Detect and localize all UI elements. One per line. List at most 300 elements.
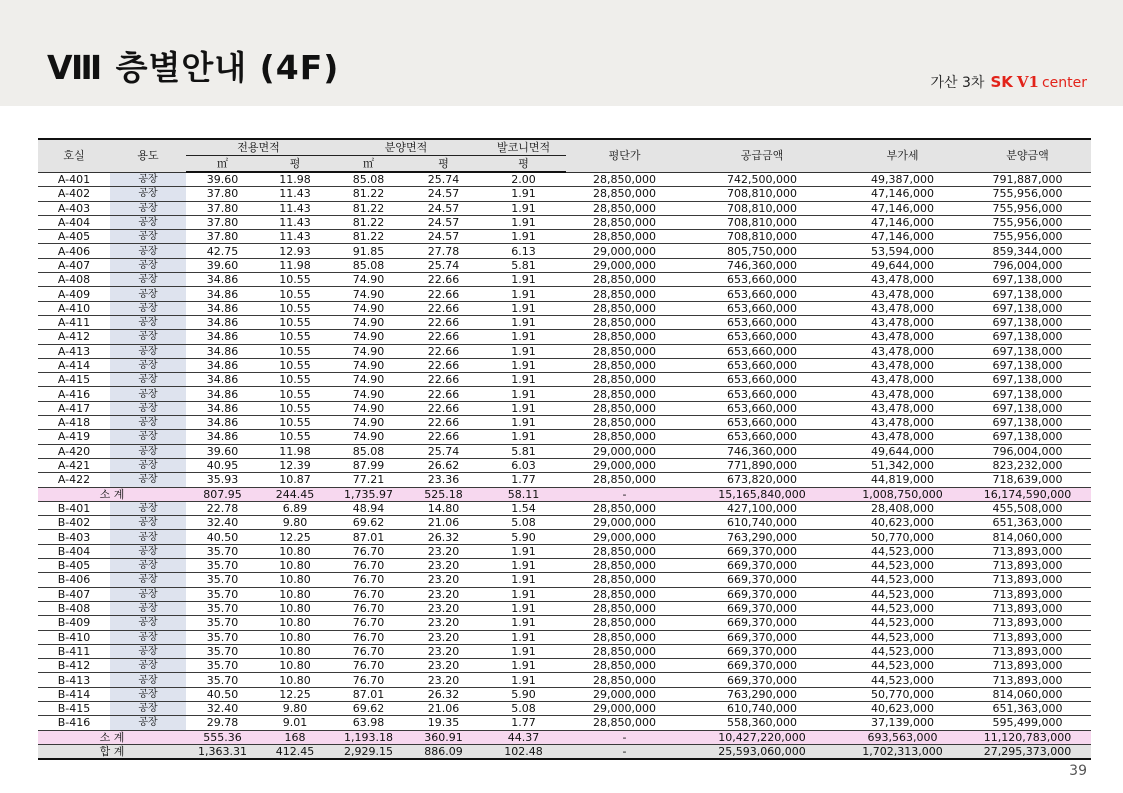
supply-price: 669,370,000	[683, 587, 841, 601]
table-row	[38, 458, 1091, 472]
exclusive-m2: 34.86	[186, 401, 259, 415]
balcony-pyeong: 1.91	[481, 344, 566, 358]
unit-number: A-417	[38, 401, 110, 415]
subtotal-row	[38, 730, 1091, 744]
balcony-pyeong: 1.91	[481, 601, 566, 615]
sale-price: 11,120,783,000	[964, 730, 1091, 744]
unit-use: 공장	[110, 473, 186, 487]
vat: 44,523,000	[841, 659, 964, 673]
unit-use: 공장	[110, 215, 186, 229]
exclusive-m2: 32.40	[186, 701, 259, 715]
unit-use: 공장	[110, 687, 186, 701]
balcony-pyeong: 5.08	[481, 701, 566, 715]
sale-price: 697,138,000	[964, 430, 1091, 444]
unit-use: 공장	[110, 630, 186, 644]
vat: 43,478,000	[841, 344, 964, 358]
exclusive-pyeong: 10.55	[259, 430, 331, 444]
balcony-pyeong: 1.91	[481, 387, 566, 401]
exclusive-m2: 37.80	[186, 187, 259, 201]
table-row	[38, 530, 1091, 544]
sale-pyeong: 21.06	[406, 516, 481, 530]
sale-price: 697,138,000	[964, 273, 1091, 287]
sale-price: 755,956,000	[964, 201, 1091, 215]
exclusive-pyeong: 11.43	[259, 187, 331, 201]
exclusive-pyeong: 10.80	[259, 644, 331, 658]
table-row	[38, 687, 1091, 701]
exclusive-m2: 34.86	[186, 358, 259, 372]
unit-number: B-416	[38, 716, 110, 730]
header-use: 용도	[110, 139, 186, 172]
price-per-pyeong: 29,000,000	[566, 687, 683, 701]
brand-sk: SK	[990, 73, 1013, 91]
exclusive-m2: 29.78	[186, 716, 259, 730]
unit-use: 공장	[110, 401, 186, 415]
table-row	[38, 701, 1091, 715]
sale-pyeong: 23.20	[406, 659, 481, 673]
sale-price: 755,956,000	[964, 215, 1091, 229]
sale-m2: 81.22	[331, 230, 406, 244]
vat: 44,523,000	[841, 559, 964, 573]
unit-number: A-408	[38, 273, 110, 287]
unit-number: B-403	[38, 530, 110, 544]
unit-number: B-402	[38, 516, 110, 530]
unit-use: 공장	[110, 516, 186, 530]
exclusive-m2: 37.80	[186, 201, 259, 215]
exclusive-pyeong: 168	[259, 730, 331, 744]
exclusive-m2: 39.60	[186, 444, 259, 458]
supply-price: 771,890,000	[683, 458, 841, 472]
vat: 49,644,000	[841, 258, 964, 272]
unit-number: A-413	[38, 344, 110, 358]
table-row	[38, 287, 1091, 301]
page-number: 39	[1069, 763, 1087, 779]
supply-price: 708,810,000	[683, 230, 841, 244]
total-label: 합 계	[38, 744, 186, 759]
vat: 43,478,000	[841, 416, 964, 430]
price-per-pyeong: 28,850,000	[566, 601, 683, 615]
supply-price: 653,660,000	[683, 315, 841, 329]
balcony-pyeong: 1.91	[481, 201, 566, 215]
vat: 44,523,000	[841, 544, 964, 558]
unit-use: 공장	[110, 330, 186, 344]
unit-use: 공장	[110, 530, 186, 544]
sale-m2: 91.85	[331, 244, 406, 258]
sale-m2: 74.90	[331, 401, 406, 415]
vat: 53,594,000	[841, 244, 964, 258]
price-per-pyeong: 28,850,000	[566, 201, 683, 215]
sale-pyeong: 21.06	[406, 701, 481, 715]
sale-m2: 74.90	[331, 373, 406, 387]
sale-price: 697,138,000	[964, 344, 1091, 358]
sale-pyeong: 22.66	[406, 287, 481, 301]
supply-price: 653,660,000	[683, 430, 841, 444]
sale-price: 713,893,000	[964, 559, 1091, 573]
exclusive-m2: 1,363.31	[186, 744, 259, 759]
exclusive-m2: 35.70	[186, 616, 259, 630]
unit-number: B-401	[38, 501, 110, 515]
exclusive-pyeong: 10.80	[259, 559, 331, 573]
vat: 1,008,750,000	[841, 487, 964, 501]
exclusive-m2: 35.70	[186, 673, 259, 687]
price-per-pyeong: 29,000,000	[566, 258, 683, 272]
table-row	[38, 601, 1091, 615]
supply-price: 669,370,000	[683, 673, 841, 687]
exclusive-m2: 37.80	[186, 215, 259, 229]
vat: 44,523,000	[841, 673, 964, 687]
table-row	[38, 473, 1091, 487]
price-per-pyeong: 28,850,000	[566, 187, 683, 201]
exclusive-m2: 22.78	[186, 501, 259, 515]
table-row	[38, 587, 1091, 601]
supply-price: 653,660,000	[683, 416, 841, 430]
sale-price: 814,060,000	[964, 530, 1091, 544]
sale-pyeong: 26.32	[406, 687, 481, 701]
sale-m2: 87.01	[331, 687, 406, 701]
vat: 44,523,000	[841, 616, 964, 630]
unit-use: 공장	[110, 230, 186, 244]
vat: 40,623,000	[841, 516, 964, 530]
exclusive-pyeong: 10.55	[259, 330, 331, 344]
sale-m2: 76.70	[331, 573, 406, 587]
exclusive-m2: 35.70	[186, 573, 259, 587]
sale-pyeong: 26.62	[406, 458, 481, 472]
brand-center: center	[1041, 75, 1087, 91]
sale-pyeong: 886.09	[406, 744, 481, 759]
exclusive-m2: 34.86	[186, 387, 259, 401]
supply-price: 669,370,000	[683, 630, 841, 644]
balcony-pyeong: 1.91	[481, 644, 566, 658]
header-ho: 호실	[38, 139, 110, 172]
sale-price: 823,232,000	[964, 458, 1091, 472]
vat: 43,478,000	[841, 301, 964, 315]
unit-number: A-420	[38, 444, 110, 458]
unit-use: 공장	[110, 315, 186, 329]
exclusive-pyeong: 10.55	[259, 358, 331, 372]
sale-price: 713,893,000	[964, 673, 1091, 687]
unit-use: 공장	[110, 501, 186, 515]
exclusive-pyeong: 10.80	[259, 616, 331, 630]
exclusive-pyeong: 10.55	[259, 401, 331, 415]
table-row	[38, 344, 1091, 358]
vat: 47,146,000	[841, 215, 964, 229]
sale-m2: 87.01	[331, 530, 406, 544]
vat: 43,478,000	[841, 401, 964, 415]
table-row	[38, 616, 1091, 630]
exclusive-m2: 35.70	[186, 544, 259, 558]
unit-use: 공장	[110, 287, 186, 301]
sale-m2: 76.70	[331, 601, 406, 615]
supply-price: 669,370,000	[683, 573, 841, 587]
brand-logo	[931, 72, 1088, 92]
sale-pyeong: 23.20	[406, 673, 481, 687]
exclusive-m2: 35.70	[186, 644, 259, 658]
table-row	[38, 430, 1091, 444]
table-row	[38, 516, 1091, 530]
unit-use: 공장	[110, 387, 186, 401]
unit-use: 공장	[110, 716, 186, 730]
unit-number: A-402	[38, 187, 110, 201]
price-per-pyeong: 28,850,000	[566, 559, 683, 573]
exclusive-pyeong: 6.89	[259, 501, 331, 515]
sale-m2: 74.90	[331, 344, 406, 358]
sale-price: 697,138,000	[964, 301, 1091, 315]
sale-pyeong: 23.20	[406, 544, 481, 558]
exclusive-pyeong: 12.39	[259, 458, 331, 472]
sale-pyeong: 23.20	[406, 559, 481, 573]
exclusive-pyeong: 412.45	[259, 744, 331, 759]
price-per-pyeong: 28,850,000	[566, 573, 683, 587]
exclusive-m2: 35.70	[186, 659, 259, 673]
supply-price: 427,100,000	[683, 501, 841, 515]
supply-price: 742,500,000	[683, 172, 841, 187]
sale-pyeong: 22.66	[406, 330, 481, 344]
sale-pyeong: 23.20	[406, 644, 481, 658]
unit-number: B-407	[38, 587, 110, 601]
unit-number: B-404	[38, 544, 110, 558]
sale-m2: 76.70	[331, 616, 406, 630]
sale-price: 697,138,000	[964, 358, 1091, 372]
unit-number: B-415	[38, 701, 110, 715]
vat: 47,146,000	[841, 201, 964, 215]
price-per-pyeong: 28,850,000	[566, 344, 683, 358]
unit-number: B-412	[38, 659, 110, 673]
vat: 43,478,000	[841, 330, 964, 344]
brand-prefix: 가산 3차	[930, 75, 985, 91]
sale-price: 697,138,000	[964, 315, 1091, 329]
supply-price: 653,660,000	[683, 373, 841, 387]
exclusive-m2: 35.70	[186, 630, 259, 644]
unit-use: 공장	[110, 273, 186, 287]
header-price-per-pyeong: 평단가	[566, 139, 683, 172]
sale-m2: 87.99	[331, 458, 406, 472]
balcony-pyeong: 1.91	[481, 573, 566, 587]
supply-price: 746,360,000	[683, 444, 841, 458]
vat: 50,770,000	[841, 687, 964, 701]
header-sale-price: 분양금액	[964, 139, 1091, 172]
exclusive-pyeong: 11.43	[259, 201, 331, 215]
balcony-pyeong: 1.91	[481, 544, 566, 558]
exclusive-m2: 34.86	[186, 373, 259, 387]
sale-pyeong: 525.18	[406, 487, 481, 501]
unit-number: A-414	[38, 358, 110, 372]
unit-number: A-406	[38, 244, 110, 258]
page-title: Ⅷ 층별안내 (4F)	[47, 48, 340, 87]
supply-price: 669,370,000	[683, 644, 841, 658]
sale-pyeong: 23.20	[406, 616, 481, 630]
sale-m2: 74.90	[331, 273, 406, 287]
table-row	[38, 187, 1091, 201]
vat: 43,478,000	[841, 430, 964, 444]
price-per-pyeong: 28,850,000	[566, 430, 683, 444]
sale-pyeong: 23.20	[406, 630, 481, 644]
balcony-pyeong: 1.91	[481, 401, 566, 415]
exclusive-pyeong: 10.55	[259, 287, 331, 301]
sale-pyeong: 25.74	[406, 172, 481, 187]
exclusive-pyeong: 10.55	[259, 315, 331, 329]
balcony-pyeong: 1.91	[481, 630, 566, 644]
vat: 43,478,000	[841, 315, 964, 329]
sale-price: 755,956,000	[964, 230, 1091, 244]
unit-use: 공장	[110, 458, 186, 472]
sale-price: 859,344,000	[964, 244, 1091, 258]
exclusive-m2: 35.70	[186, 601, 259, 615]
exclusive-pyeong: 9.80	[259, 701, 331, 715]
sale-price: 713,893,000	[964, 630, 1091, 644]
exclusive-m2: 34.86	[186, 330, 259, 344]
sale-price: 713,893,000	[964, 659, 1091, 673]
sale-m2: 74.90	[331, 430, 406, 444]
price-per-pyeong: 28,850,000	[566, 373, 683, 387]
unit-number: B-408	[38, 601, 110, 615]
balcony-pyeong: 5.90	[481, 530, 566, 544]
price-per-pyeong: 29,000,000	[566, 701, 683, 715]
sale-pyeong: 23.20	[406, 587, 481, 601]
balcony-pyeong: 1.91	[481, 287, 566, 301]
exclusive-pyeong: 10.80	[259, 544, 331, 558]
sale-pyeong: 22.66	[406, 315, 481, 329]
balcony-pyeong: 6.13	[481, 244, 566, 258]
sale-price: 16,174,590,000	[964, 487, 1091, 501]
exclusive-pyeong: 10.55	[259, 373, 331, 387]
unit-use: 공장	[110, 644, 186, 658]
sale-pyeong: 19.35	[406, 716, 481, 730]
price-per-pyeong: 29,000,000	[566, 530, 683, 544]
supply-price: 653,660,000	[683, 401, 841, 415]
balcony-pyeong: 1.77	[481, 716, 566, 730]
exclusive-m2: 34.86	[186, 416, 259, 430]
vat: 47,146,000	[841, 187, 964, 201]
supply-price: 15,165,840,000	[683, 487, 841, 501]
vat: 43,478,000	[841, 287, 964, 301]
vat: 43,478,000	[841, 358, 964, 372]
exclusive-m2: 34.86	[186, 315, 259, 329]
table-row	[38, 544, 1091, 558]
header-balcony-pyeong: 평	[481, 156, 566, 173]
exclusive-pyeong: 10.80	[259, 587, 331, 601]
brand-v1: V1	[1016, 73, 1039, 91]
header-supply-price: 공급금액	[683, 139, 841, 172]
price-per-pyeong: 28,850,000	[566, 616, 683, 630]
sale-m2: 76.70	[331, 630, 406, 644]
balcony-pyeong: 1.91	[481, 358, 566, 372]
unit-use: 공장	[110, 587, 186, 601]
balcony-pyeong: 1.91	[481, 215, 566, 229]
table-row	[38, 215, 1091, 229]
sale-m2: 69.62	[331, 516, 406, 530]
subtotal-label: 소 계	[38, 487, 186, 501]
header-exclusive-area: 전용면적	[186, 139, 331, 156]
price-per-pyeong: 28,850,000	[566, 287, 683, 301]
vat: 37,139,000	[841, 716, 964, 730]
unit-number: A-416	[38, 387, 110, 401]
sale-m2: 74.90	[331, 330, 406, 344]
table-row	[38, 330, 1091, 344]
unit-number: A-409	[38, 287, 110, 301]
vat: 44,523,000	[841, 644, 964, 658]
sale-pyeong: 25.74	[406, 444, 481, 458]
exclusive-pyeong: 12.25	[259, 687, 331, 701]
sale-m2: 76.70	[331, 673, 406, 687]
unit-use: 공장	[110, 172, 186, 187]
sale-pyeong: 22.66	[406, 358, 481, 372]
unit-use: 공장	[110, 616, 186, 630]
price-per-pyeong: 28,850,000	[566, 358, 683, 372]
sale-m2: 74.90	[331, 315, 406, 329]
header-balcony-area: 발코니면적	[481, 139, 566, 156]
balcony-pyeong: 1.91	[481, 587, 566, 601]
price-per-pyeong: 28,850,000	[566, 387, 683, 401]
price-per-pyeong: 28,850,000	[566, 716, 683, 730]
unit-number: A-412	[38, 330, 110, 344]
table-row	[38, 358, 1091, 372]
balcony-pyeong: 5.90	[481, 687, 566, 701]
sale-pyeong: 24.57	[406, 215, 481, 229]
balcony-pyeong: 1.91	[481, 430, 566, 444]
sale-price: 791,887,000	[964, 172, 1091, 187]
unit-use: 공장	[110, 373, 186, 387]
exclusive-pyeong: 10.55	[259, 387, 331, 401]
sale-price: 651,363,000	[964, 516, 1091, 530]
exclusive-pyeong: 10.80	[259, 601, 331, 615]
supply-price: 10,427,220,000	[683, 730, 841, 744]
price-per-pyeong: 28,850,000	[566, 544, 683, 558]
price-per-pyeong: 29,000,000	[566, 444, 683, 458]
table-row	[38, 172, 1091, 187]
table-row	[38, 258, 1091, 272]
price-per-pyeong: -	[566, 744, 683, 759]
exclusive-pyeong: 9.80	[259, 516, 331, 530]
price-per-pyeong: 28,850,000	[566, 273, 683, 287]
table-row	[38, 401, 1091, 415]
exclusive-pyeong: 11.43	[259, 230, 331, 244]
unit-use: 공장	[110, 344, 186, 358]
supply-price: 763,290,000	[683, 687, 841, 701]
total-row	[38, 744, 1091, 759]
price-per-pyeong: 28,850,000	[566, 401, 683, 415]
exclusive-pyeong: 11.98	[259, 258, 331, 272]
header-sale-m2: ㎡	[331, 156, 406, 173]
supply-price: 653,660,000	[683, 330, 841, 344]
price-per-pyeong: 28,850,000	[566, 301, 683, 315]
unit-use: 공장	[110, 416, 186, 430]
price-per-pyeong: -	[566, 730, 683, 744]
exclusive-pyeong: 12.93	[259, 244, 331, 258]
supply-price: 669,370,000	[683, 616, 841, 630]
table-row	[38, 630, 1091, 644]
unit-number: A-410	[38, 301, 110, 315]
sale-pyeong: 22.66	[406, 401, 481, 415]
exclusive-pyeong: 9.01	[259, 716, 331, 730]
balcony-pyeong: 6.03	[481, 458, 566, 472]
unit-use: 공장	[110, 559, 186, 573]
unit-number: A-422	[38, 473, 110, 487]
sale-price: 651,363,000	[964, 701, 1091, 715]
sale-m2: 74.90	[331, 358, 406, 372]
unit-number: B-410	[38, 630, 110, 644]
sale-pyeong: 26.32	[406, 530, 481, 544]
sale-m2: 85.08	[331, 444, 406, 458]
table-row	[38, 673, 1091, 687]
balcony-pyeong: 5.81	[481, 258, 566, 272]
sale-m2: 76.70	[331, 587, 406, 601]
table-row	[38, 387, 1091, 401]
price-per-pyeong: 28,850,000	[566, 630, 683, 644]
sale-m2: 85.08	[331, 172, 406, 187]
table-row	[38, 644, 1091, 658]
exclusive-pyeong: 11.43	[259, 215, 331, 229]
price-per-pyeong: 28,850,000	[566, 673, 683, 687]
sale-price: 713,893,000	[964, 601, 1091, 615]
